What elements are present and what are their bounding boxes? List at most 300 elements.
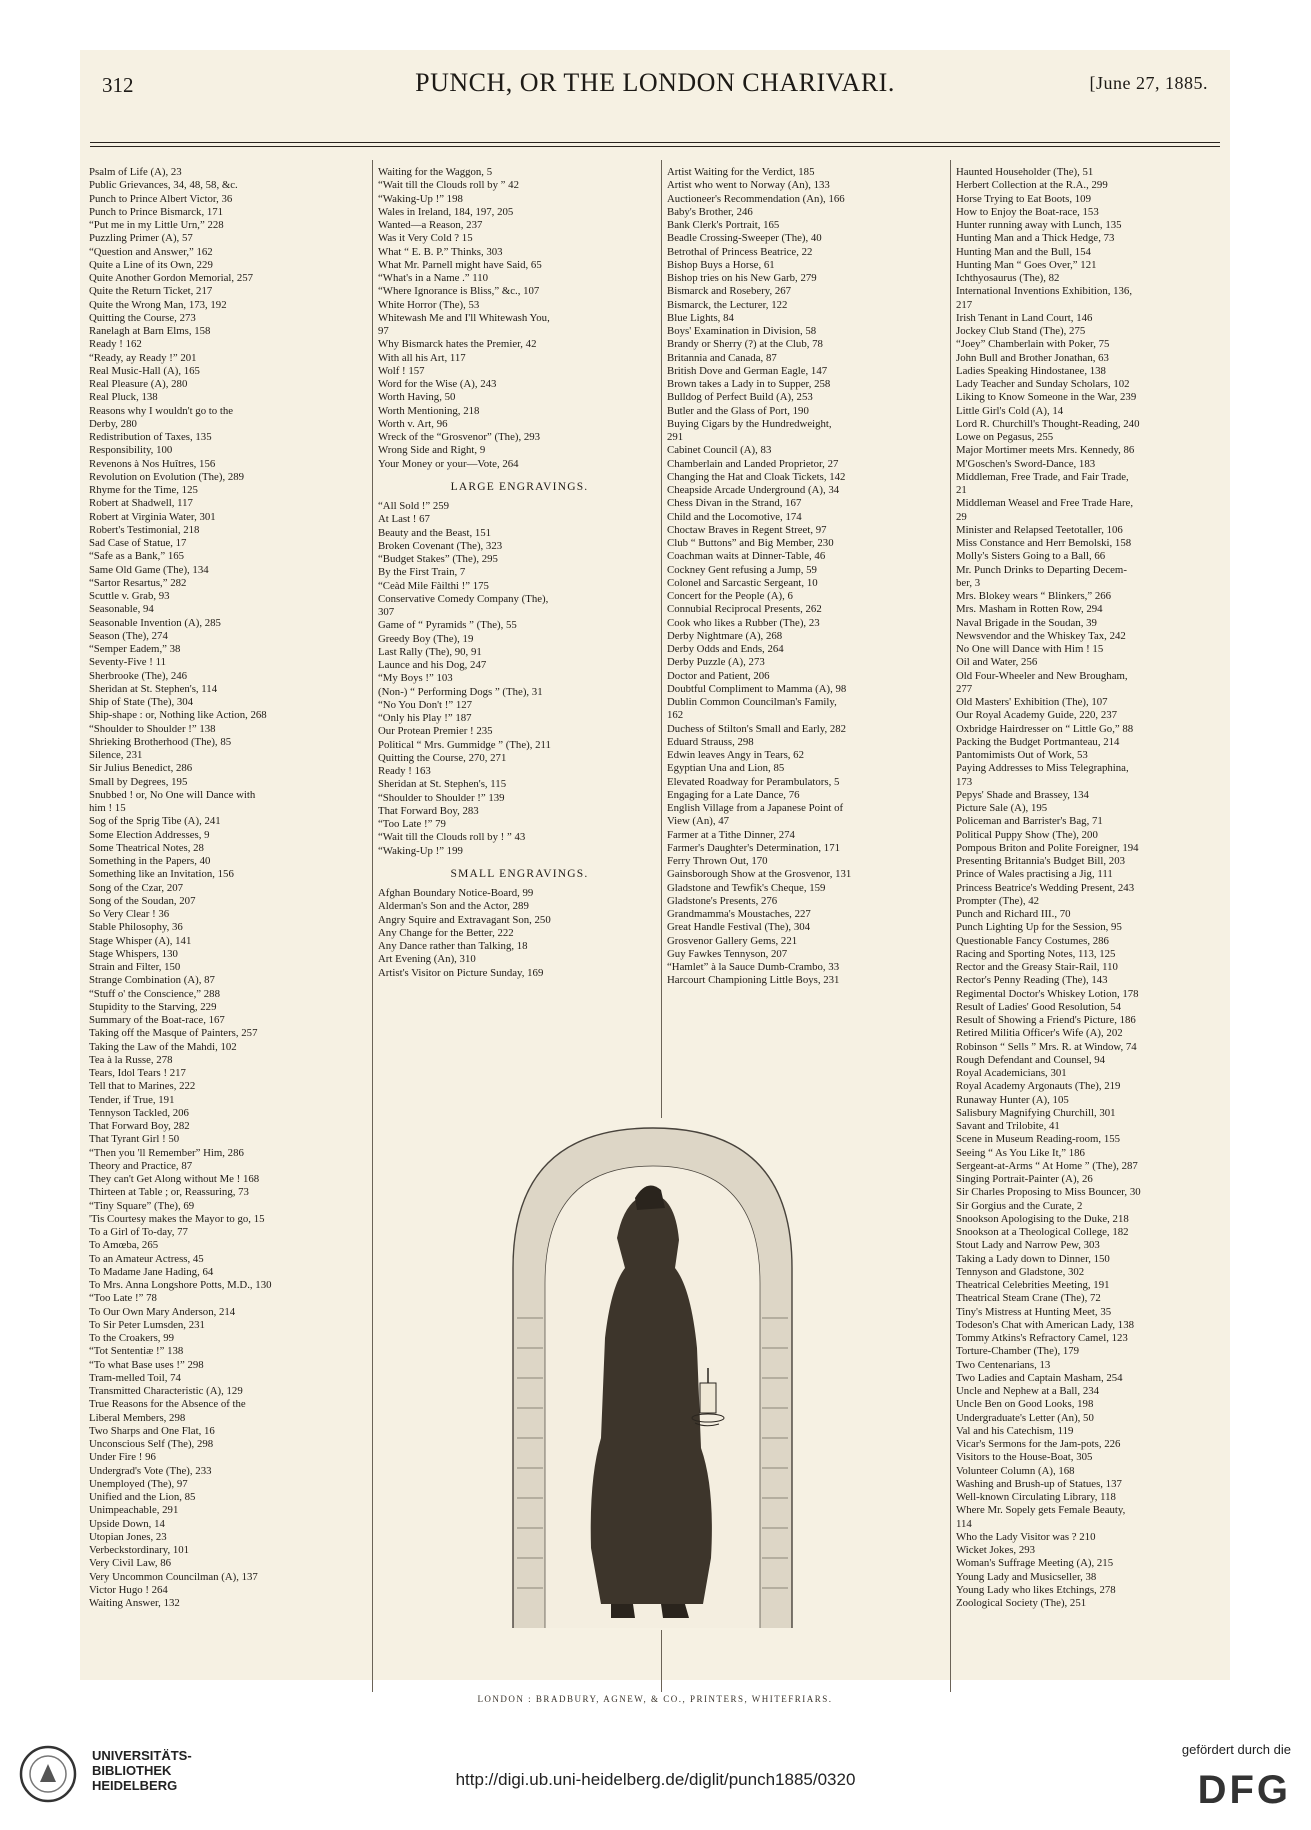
index-entry: Art Evening (An), 310 [378,953,476,966]
index-entry: Unemployed (The), 97 [89,1477,188,1490]
index-entry: Shrieking Brotherhood (The), 85 [89,735,232,748]
index-entry: Major Mortimer meets Mrs. Kennedy, 86 [956,444,1135,457]
index-entry: Political “ Mrs. Gummidge ” (The), 211 [378,738,551,751]
index-entry: Questionable Fancy Costumes, 286 [956,934,1109,947]
index-entry: No One will Dance with Him ! 15 [956,643,1104,655]
index-entry: Scuttle v. Grab, 93 [89,590,170,602]
index-entry: Sir Charles Proposing to Miss Bouncer, 30 [956,1186,1141,1199]
index-entry: Quite Another Gordon Memorial, 257 [89,272,254,284]
index-entry: So Very Clear ! 36 [89,908,170,920]
index-entry: Mrs. Masham in Rotten Row, 294 [956,603,1103,616]
index-entry: Punch to Prince Bismarck, 171 [89,205,224,218]
index-entry: Worth Having, 50 [378,391,456,404]
index-entry: Engaging for a Late Dance, 76 [667,788,800,801]
index-entry: Derby, 280 [89,417,137,430]
index-entry: Public Grievances, 34, 48, 58, &c. [89,179,238,192]
index-entry: Baby's Brother, 246 [667,205,753,218]
index-entry: Doubtful Compliment to Mamma (A), 98 [667,682,847,695]
index-entry: Bismarck, the Lecturer, 122 [667,298,788,311]
index-entry: Wales in Ireland, 184, 197, 205 [378,205,514,218]
index-entry: Seasonable, 94 [89,603,154,616]
index-entry: Oil and Water, 256 [956,656,1038,669]
index-entry: Mrs. Blokey wears “ Blinkers,” 266 [956,590,1112,602]
index-entry: Britannia and Canada, 87 [667,351,777,364]
index-entry: Reasons why I wouldn't go to the [89,404,234,417]
index-entry: 307 [378,606,395,618]
index-entry: Whitewash Me and I'll Whitewash You, [378,311,550,324]
index-entry: Farmer at a Tithe Dinner, 274 [667,828,795,841]
index-entry: “Safe as a Bank,” 165 [89,550,185,563]
index-entry: Robert at Virginia Water, 301 [89,510,216,523]
index-entry: Scene in Museum Reading-room, 155 [956,1133,1121,1146]
index-entry: Volunteer Column (A), 168 [956,1464,1075,1477]
index-entry: Mr. Punch Drinks to Departing Decem- [956,563,1127,576]
index-entry: Pompous Briton and Polite Foreigner, 194 [956,841,1139,854]
index-entry: Newsvendor and the Whiskey Tax, 242 [956,629,1126,642]
index-entry: Young Lady who likes Etchings, 278 [956,1583,1116,1596]
index-entry: “Then you 'll Remember” Him, 286 [89,1146,244,1159]
index-column-1 [89,166,372,1610]
index-entry: Gladstone's Presents, 276 [667,894,778,907]
index-entry: Young Lady and Musicseller, 38 [956,1570,1097,1583]
index-entry: Well-known Circulating Library, 118 [956,1491,1116,1503]
index-entry: Seeing “ As You Like It,” 186 [956,1146,1085,1159]
index-entry: Club “ Buttons” and Big Member, 230 [667,537,834,549]
index-entry: Ferry Thrown Out, 170 [667,855,768,867]
index-entry: Little Girl's Cold (A), 14 [956,404,1064,417]
index-entry: Seventy-Five ! 11 [89,656,166,669]
index-entry: Unimpeachable, 291 [89,1504,179,1517]
index-entry: Snookson Apologising to the Duke, 218 [956,1212,1129,1225]
index-entry: Washing and Brush-up of Statues, 137 [956,1477,1122,1490]
index-entry: Ladies Speaking Hindostanee, 138 [956,364,1106,377]
index-entry: Silence, 231 [89,749,143,761]
index-entry: Taking off the Masque of Painters, 257 [89,1027,258,1040]
index-entry: Quite the Wrong Man, 173, 192 [89,298,227,311]
index-entry: Last Rally (The), 90, 91 [378,645,482,658]
index-list-continued [378,166,661,471]
index-entry: Derby Odds and Ends, 264 [667,643,784,655]
index-entry: Coachman waits at Dinner-Table, 46 [667,550,826,563]
index-entry: To an Amateur Actress, 45 [89,1252,204,1265]
index-entry: To Amœba, 265 [89,1239,159,1252]
index-entry: Utopian Jones, 23 [89,1530,167,1543]
index-entry: Cook who likes a Rubber (The), 23 [667,616,820,629]
index-entry: 97 [378,325,389,337]
index-entry: Sergeant-at-Arms “ At Home ” (The), 287 [956,1159,1138,1172]
index-entry: Tommy Atkins's Refractory Camel, 123 [956,1332,1128,1344]
index-entry: View (An), 47 [667,815,730,828]
index-entry: Policeman and Barrister's Bag, 71 [956,815,1103,828]
index-entry: Paying Addresses to Miss Telegraphina, [956,762,1129,775]
index-entry: Royal Academy Argonauts (The), 219 [956,1080,1121,1093]
index-entry: Punch to Prince Albert Victor, 36 [89,192,233,205]
index-entry: Ready ! 163 [378,765,431,777]
index-entry: Rector and the Greasy Stair-Rail, 110 [956,961,1118,973]
index-entry: “Too Late !” 78 [89,1292,157,1305]
index-entry: To the Croakers, 99 [89,1332,174,1344]
index-entry: M'Goschen's Sword-Dance, 183 [956,457,1096,470]
index-column-2 [378,166,661,980]
section-title-large-engravings: LARGE ENGRAVINGS. [450,480,589,493]
index-entry: Artist's Visitor on Picture Sunday, 169 [378,966,544,979]
index-entry: Real Pleasure (A), 280 [89,378,188,390]
index-entry: Presenting Britannia's Budget Bill, 203 [956,855,1125,867]
index-entry: Real Music-Hall (A), 165 [89,364,200,377]
index-entry: “Put me in my Little Urn,” 228 [89,219,224,231]
index-entry: Sir Gorgius and the Curate, 2 [956,1199,1083,1212]
index-entry: Theatrical Steam Crane (The), 72 [956,1292,1101,1305]
index-entry: him ! 15 [89,802,126,814]
index-entry: Beadle Crossing-Sweeper (The), 40 [667,232,822,245]
index-entry: Stable Philosophy, 36 [89,921,183,934]
index-entry: Ranelagh at Barn Elms, 158 [89,325,211,337]
index-entry: Princess Beatrice's Wedding Present, 243 [956,881,1135,894]
index-entry: Buying Cigars by the Hundredweight, [667,417,832,430]
index-entry: Transmitted Characteristic (A), 129 [89,1385,243,1397]
index-entry: Robert at Shadwell, 117 [89,497,193,510]
index-entry: Betrothal of Princess Beatrice, 22 [667,245,813,258]
index-entry: “Hamlet” à la Sauce Dumb-Crambo, 33 [667,961,840,973]
index-entry: Wolf ! 157 [378,364,425,377]
index-entry: 'Tis Courtesy makes the Mayor to go, 15 [89,1212,265,1225]
index-entry: “Only his Play !” 187 [378,712,472,724]
index-entry: Worth v. Art, 96 [378,417,448,430]
index-entry: “To what Base uses !” 298 [89,1358,204,1371]
index-entry: What “ E. B. P.” Thinks, 303 [378,245,503,258]
funding-note: gefördert durch die [1181,1742,1291,1757]
index-entry: Bank Clerk's Portrait, 165 [667,219,780,231]
index-entry: Two Centenarians, 13 [956,1358,1051,1371]
index-entry: Gainsborough Show at the Grosvenor, 131 [667,868,852,881]
index-entry: “Wait till the Clouds roll by ” 42 [378,179,519,192]
index-entry: Taking the Law of the Mahdi, 102 [89,1040,237,1053]
index-entry: Irish Tenant in Land Court, 146 [956,311,1093,324]
index-entry: Sad Case of Statue, 17 [89,537,187,549]
index-entry: Two Sharps and One Flat, 16 [89,1424,215,1437]
index-entry: Broken Covenant (The), 323 [378,539,503,552]
index-entry: Artist Waiting for the Verdict, 185 [667,166,815,178]
index-entry: Quite the Return Ticket, 217 [89,285,213,298]
index-entry: Rough Defendant and Counsel, 94 [956,1053,1106,1066]
index-entry: Colonel and Sarcastic Sergeant, 10 [667,576,818,589]
index-entry: Sherbrooke (The), 246 [89,669,188,682]
index-entry: To Our Own Mary Anderson, 214 [89,1305,236,1318]
index-entry: To Mrs. Anna Longshore Potts, M.D., 130 [89,1279,272,1291]
index-entry: Greedy Boy (The), 19 [378,632,474,645]
printer-imprint: LONDON : BRADBURY, AGNEW, & CO., PRINTERS, WHITEFRIARS. [477,1694,833,1704]
index-entry: Royal Academicians, 301 [956,1067,1067,1079]
index-entry: They can't Get Along without Me ! 168 [89,1173,260,1185]
index-entry: Summary of the Boat-race, 167 [89,1014,225,1026]
index-entry: True Reasons for the Absence of the [89,1398,246,1411]
index-entry: Runaway Hunter (A), 105 [956,1093,1069,1106]
index-entry: Auctioneer's Recommendation (An), 166 [667,192,845,205]
index-entry: Bishop tries on his New Garb, 279 [667,272,817,284]
index-entry: “Joey” Chamberlain with Poker, 75 [956,338,1110,351]
index-entry: Two Ladies and Captain Masham, 254 [956,1371,1123,1384]
index-entry: Haunted Householder (The), 51 [956,166,1094,178]
index-entry: “Question and Answer,” 162 [89,245,213,258]
index-entry: Stage Whispers, 130 [89,947,178,960]
index-entry: Worth Mentioning, 218 [378,404,480,417]
index-entry: Tears, Idol Tears ! 217 [89,1067,186,1079]
header-rule [90,142,1220,143]
index-entry: Lady Teacher and Sunday Scholars, 102 [956,378,1130,390]
index-entry: Victor Hugo ! 264 [89,1583,168,1596]
running-title: PUNCH, OR THE LONDON CHARIVARI. [415,68,895,97]
index-entry: “Tiny Square” (The), 69 [89,1199,195,1212]
index-entry: 114 [956,1517,972,1530]
index-entry: Guy Fawkes Tennyson, 207 [667,947,788,960]
index-entry: Sheridan at St. Stephen's, 115 [378,778,507,791]
index-entry: Some Theatrical Notes, 28 [89,841,204,854]
index-entry: Waiting Answer, 132 [89,1597,180,1609]
index-entry: Wanted—a Reason, 237 [378,219,483,231]
index-entry: Tennyson and Gladstone, 302 [956,1265,1085,1278]
index-entry: Sog of the Sprig Tibe (A), 241 [89,815,221,828]
index-entry: With all his Art, 117 [378,351,466,364]
index-entry: Psalm of Life (A), 23 [89,166,182,178]
index-entry: Stage Whisper (A), 141 [89,934,192,947]
index-entry: Rector's Penny Reading (The), 143 [956,974,1108,987]
index-entry: Small by Degrees, 195 [89,775,188,788]
index-entry: Where Mr. Sopely gets Female Beauty, [956,1504,1126,1517]
index-entry: Bulldog of Perfect Build (A), 253 [667,391,813,404]
index-entry: Upside Down, 14 [89,1517,165,1530]
index-entry: To Madame Jane Hading, 64 [89,1265,214,1278]
index-entry: Afghan Boundary Notice-Board, 99 [378,887,534,899]
index-entry: Edwin leaves Angy in Tears, 62 [667,749,804,761]
index-entry: Wrong Side and Right, 9 [378,444,486,457]
index-entry: Grosvenor Gallery Gems, 221 [667,934,798,947]
index-entry: “Budget Stakes” (The), 295 [378,553,498,565]
index-entry: Unconscious Self (The), 298 [89,1438,214,1450]
index-entry: Result of Ladies' Good Resolution, 54 [956,1000,1122,1013]
index-entry: Blue Lights, 84 [667,311,734,324]
index-entry: Something in the Papers, 40 [89,855,211,867]
index-entry: Bishop Buys a Horse, 61 [667,258,775,271]
index-entry: Naval Brigade in the Soudan, 39 [956,616,1097,629]
page-header [80,65,1230,105]
index-entry: Boys' Examination in Division, 58 [667,325,817,337]
index-entry: Tram-melled Toil, 74 [89,1371,181,1384]
index-entry: “No You Don't !” 127 [378,698,473,711]
index-entry: “Sartor Resartus,” 282 [89,576,187,589]
index-entry: Retired Militia Officer's Wife (A), 202 [956,1027,1123,1040]
index-entry: To a Girl of To-day, 77 [89,1226,188,1238]
source-url-link[interactable]: http://digi.ub.uni-heidelberg.de/diglit/punch1885/0320 [455,1770,856,1789]
index-entry: Robinson “ Sells ” Mrs. R. at Window, 74 [956,1040,1137,1053]
index-entry: Snookson at a Theological College, 182 [956,1226,1129,1238]
index-entry: Tea à la Russe, 278 [89,1053,173,1066]
header-rule-thin [90,146,1220,147]
index-entry: Derby Nightmare (A), 268 [667,629,783,642]
index-entry: Grandmamma's Moustaches, 227 [667,908,811,920]
index-entry: 217 [956,298,973,311]
index-entry: “Shoulder to Shoulder !” 139 [378,791,505,804]
funder-logo: DFG [1197,1768,1291,1812]
index-entry: Tender, if True, 191 [89,1093,175,1106]
index-entry: British Dove and German Eagle, 147 [667,364,828,377]
index-entry: Puzzling Primer (A), 57 [89,232,193,245]
index-entry: Ship-shape : or, Nothing like Action, 268 [89,709,267,722]
index-entry: Revenons à Nos Huîtres, 156 [89,457,216,470]
index-entry: Minister and Relapsed Teetotaller, 106 [956,523,1123,536]
index-entry: “Stuff o' the Conscience,” 288 [89,987,220,1000]
index-entry: Undergrad's Vote (The), 233 [89,1464,212,1477]
index-entry: Punch and Richard III., 70 [956,908,1071,920]
index-entry: Our Protean Premier ! 235 [378,725,493,738]
index-entry: Picture Sale (A), 195 [956,802,1048,814]
index-entry: Hunting Man and a Thick Hedge, 73 [956,232,1115,245]
index-entry: Old Masters' Exhibition (The), 107 [956,696,1108,708]
index-entry: (Non-) “ Performing Dogs ” (The), 31 [378,685,543,698]
index-entry: Herbert Collection at the R.A., 299 [956,179,1108,192]
index-entry: Thirteen at Table ; or, Reassuring, 73 [89,1186,249,1199]
index-entry: That Forward Boy, 282 [89,1120,190,1132]
index-entry: That Forward Boy, 283 [378,804,479,817]
index-entry: Launce and his Dog, 247 [378,659,487,671]
index-entry: Harcourt Championing Little Boys, 231 [667,974,840,987]
index-entry: Snubbed ! or, No One will Dance with [89,788,256,801]
index-entry: Strain and Filter, 150 [89,961,181,973]
index-entry: What Mr. Parnell might have Said, 65 [378,258,542,271]
index-entry: Beauty and the Beast, 151 [378,526,492,539]
index-entry: Miss Constance and Herr Bemolski, 158 [956,537,1132,549]
index-entry: Ready ! 162 [89,338,142,351]
index-entry: Quitting the Course, 270, 271 [378,751,507,764]
index-entry: Farmer's Daughter's Determination, 171 [667,841,840,854]
index-entry: Same Old Game (The), 134 [89,563,209,576]
index-entry: Doctor and Patient, 206 [667,669,770,682]
index-entry: Conservative Comedy Company (The), [378,592,549,605]
index-entry: International Inventions Exhibition, 136, [956,285,1133,298]
index-entry: 277 [956,682,973,695]
index-entry: Lowe on Pegasus, 255 [956,431,1054,443]
index-entry: Sheridan at St. Stephen's, 114 [89,682,218,695]
index-entry: 291 [667,431,684,443]
index-entry: Game of “ Pyramids ” (The), 55 [378,619,517,632]
index-entry: Undergraduate's Letter (An), 50 [956,1411,1094,1424]
small-engravings-list [378,887,661,980]
digitization-footer [0,1730,1311,1830]
index-entry: Jockey Club Stand (The), 275 [956,325,1086,337]
index-entry: Political Puppy Show (The), 200 [956,828,1098,841]
index-entry: Packing the Budget Portmanteau, 214 [956,735,1120,748]
index-entry: Pepys' Shade and Brassey, 134 [956,788,1089,801]
index-entry: “Where Ignorance is Bliss,” &c., 107 [378,285,540,298]
index-entry: Zoological Society (The), 251 [956,1597,1087,1609]
index-entry: Theatrical Celebrities Meeting, 191 [956,1279,1110,1291]
index-entry: Revolution on Evolution (The), 289 [89,470,245,483]
section-title-small-engravings: SMALL ENGRAVINGS. [450,867,589,880]
index-entry: Prince of Wales practising a Jig, 111 [956,868,1113,881]
index-entry: Egyptian Una and Lion, 85 [667,762,785,775]
index-entry: Horse Trying to Eat Boots, 109 [956,192,1091,205]
index-entry: Concert for the People (A), 6 [667,590,793,602]
index-entry: Pantomimists Out of Work, 53 [956,749,1088,761]
index-entry: Lord R. Churchill's Thought-Reading, 240 [956,417,1140,430]
index-entry: Vicar's Sermons for the Jam-pots, 226 [956,1438,1121,1450]
index-entry: “My Boys !” 103 [378,672,453,685]
index-entry: Stout Lady and Narrow Pew, 303 [956,1239,1100,1252]
index-entry: Any Change for the Better, 222 [378,926,514,939]
index-entry: “All Sold !” 259 [378,500,450,512]
index-entry: Connubial Reciprocal Presents, 262 [667,603,822,616]
index-entry: Butler and the Glass of Port, 190 [667,404,809,417]
index-entry: Uncle Ben on Good Looks, 198 [956,1398,1094,1411]
index-entry: Seasonable Invention (A), 285 [89,616,221,629]
institution-line: HEIDELBERG [92,1778,178,1793]
index-entry: 29 [956,510,967,523]
index-entry: Why Bismarck hates the Premier, 42 [378,338,537,351]
index-entry: Strange Combination (A), 87 [89,974,215,987]
index-entry: White Horror (The), 53 [378,298,480,311]
index-entry: Verbeckstordinary, 101 [89,1544,190,1556]
index-entry: Cheapside Arcade Underground (A), 34 [667,484,840,496]
index-entry: Brandy or Sherry (?) at the Club, 78 [667,338,823,351]
index-entry: Season (The), 274 [89,629,168,642]
index-entry: Any Dance rather than Talking, 18 [378,940,528,952]
index-entry: Liking to Know Someone in the War, 239 [956,391,1137,404]
index-entry: Dublin Common Councilman's Family, [667,696,837,708]
index-entry: Quitting the Course, 273 [89,311,196,324]
index-entry: Child and the Locomotive, 174 [667,510,802,523]
index-entry: Todeson's Chat with American Lady, 138 [956,1318,1135,1331]
index-entry: Woman's Suffrage Meeting (A), 215 [956,1557,1114,1570]
index-entry: Sir Julius Benedict, 286 [89,762,193,775]
index-entry: John Bull and Brother Jonathan, 63 [956,351,1109,364]
index-entry: Something like an Invitation, 156 [89,868,234,881]
index-entry: Redistribution of Taxes, 135 [89,431,212,443]
index-entry: Result of Showing a Friend's Picture, 186 [956,1014,1136,1026]
index-entry: “Ready, ay Ready !” 201 [89,351,197,364]
index-entry: Wreck of the “Grosvenor” (The), 293 [378,431,541,443]
column-divider [372,160,373,1692]
page-number: 312 [102,73,134,97]
index-entry: English Village from a Japanese Point of [667,802,844,814]
index-entry: Robert's Testimonial, 218 [89,523,200,536]
index-entry: At Last ! 67 [378,513,430,526]
index-entry: To Sir Peter Lumsden, 231 [89,1318,205,1331]
index-entry: Who the Lady Visitor was ? 210 [956,1530,1096,1543]
index-entry: Theory and Practice, 87 [89,1159,193,1172]
scanned-page [80,50,1230,1704]
institution-line: UNIVERSITÄTS- [92,1748,192,1763]
index-entry: 162 [667,709,684,722]
index-entry: Word for the Wise (A), 243 [378,378,497,390]
index-entry: Rhyme for the Time, 125 [89,484,198,496]
index-entry: Tiny's Mistress at Hunting Meet, 35 [956,1305,1112,1318]
index-entry: Eduard Strauss, 298 [667,735,754,748]
index-entry: Ship of State (The), 304 [89,696,194,708]
index-entry: “Tot Sententiæ !” 138 [89,1345,184,1358]
index-entry: Hunter running away with Lunch, 135 [956,219,1122,231]
hooded-figure-with-candle-engraving [505,1118,800,1630]
index-entry: Was it Very Cold ? 15 [378,232,473,245]
index-entry: Tennyson Tackled, 206 [89,1106,189,1119]
index-entry: Duchess of Stilton's Small and Early, 282 [667,722,847,735]
index-column-3 [667,166,950,988]
index-entry: Prompter (The), 42 [956,894,1040,907]
index-entry: Middleman Weasel and Free Trade Hare, [956,497,1134,510]
index-entry: Bismarck and Rosebery, 267 [667,285,792,298]
index-entry: Hunting Man and the Bull, 154 [956,245,1091,258]
index-entry: 173 [956,775,973,788]
index-entry: By the First Train, 7 [378,566,466,579]
index-entry: Derby Puzzle (A), 273 [667,656,765,669]
